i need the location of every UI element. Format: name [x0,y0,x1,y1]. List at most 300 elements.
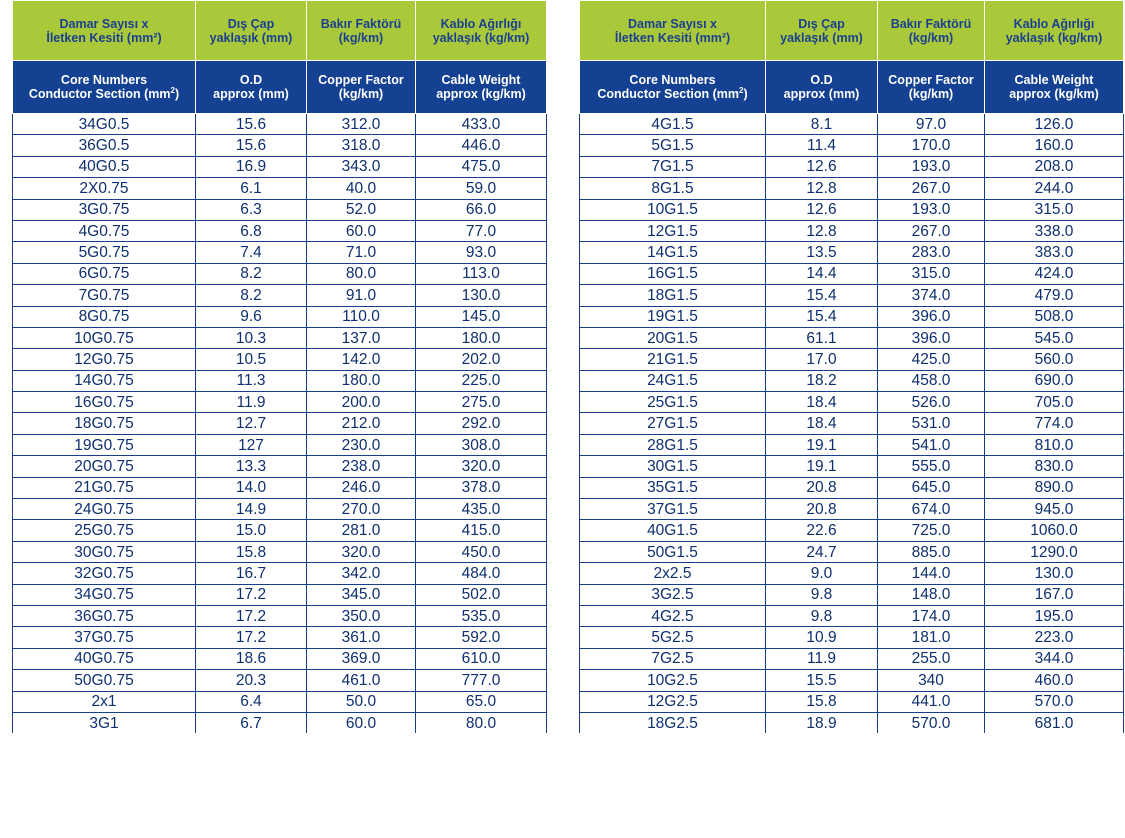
cell-copper-factor: 60.0 [307,712,416,733]
cell-weight: 475.0 [416,156,547,177]
cell-copper-factor: 315.0 [878,263,985,284]
cell-copper-factor: 193.0 [878,199,985,220]
cell-core-section: 12G0.75 [13,349,196,370]
col-header-copper-en: Copper Factor (kg/km) [878,61,985,114]
table-row [13,285,547,306]
table-row [580,434,1124,455]
cell-weight: 338.0 [985,220,1124,241]
col-header-weight-tr: Kablo Ağırlığı yaklaşık (kg/km) [416,1,547,61]
cell-weight: 59.0 [416,178,547,199]
cell-copper-factor: 281.0 [307,520,416,541]
col-header-weight-en: Cable Weight approx (kg/km) [985,61,1124,114]
table-row [13,584,547,605]
col-header-copper-tr: Bakır Faktörü (kg/km) [878,1,985,61]
cell-weight: 225.0 [416,370,547,391]
cell-copper-factor: 396.0 [878,306,985,327]
cell-od: 6.4 [196,691,307,712]
table-row [13,563,547,584]
cell-copper-factor: 885.0 [878,541,985,562]
cell-copper-factor: 369.0 [307,648,416,669]
cell-copper-factor: 570.0 [878,712,985,733]
cell-od: 6.3 [196,199,307,220]
cell-od: 20.8 [766,499,878,520]
cell-core-section: 14G0.75 [13,370,196,391]
cell-copper-factor: 725.0 [878,520,985,541]
cell-copper-factor: 40.0 [307,178,416,199]
cell-od: 14.4 [766,263,878,284]
cell-od: 19.1 [766,434,878,455]
cell-od: 11.9 [196,392,307,413]
cell-core-section: 20G0.75 [13,456,196,477]
table-body-right [580,114,1124,734]
cell-weight: 610.0 [416,648,547,669]
cell-od: 15.4 [766,285,878,306]
cell-core-section: 35G1.5 [580,477,766,498]
cell-weight: 460.0 [985,670,1124,691]
cell-copper-factor: 458.0 [878,370,985,391]
cell-core-section: 16G0.75 [13,392,196,413]
table-row [13,242,547,263]
table-row [580,327,1124,348]
cell-od: 18.2 [766,370,878,391]
cell-copper-factor: 52.0 [307,199,416,220]
cell-weight: 484.0 [416,563,547,584]
cell-core-section: 28G1.5 [580,434,766,455]
cell-copper-factor: 318.0 [307,135,416,156]
cell-core-section: 25G1.5 [580,392,766,413]
cell-od: 11.9 [766,648,878,669]
cell-weight: 130.0 [985,563,1124,584]
table-row [13,499,547,520]
cell-od: 18.4 [766,392,878,413]
cell-weight: 126.0 [985,114,1124,135]
cell-core-section: 18G0.75 [13,413,196,434]
cell-core-section: 10G1.5 [580,199,766,220]
cell-weight: 195.0 [985,605,1124,626]
cell-core-section: 50G1.5 [580,541,766,562]
cell-core-section: 7G0.75 [13,285,196,306]
table-row [13,413,547,434]
cell-weight: 292.0 [416,413,547,434]
cell-copper-factor: 541.0 [878,434,985,455]
cell-core-section: 8G0.75 [13,306,196,327]
cell-copper-factor: 110.0 [307,306,416,327]
table-row [13,670,547,691]
table-row [580,499,1124,520]
table-row [13,648,547,669]
cell-core-section: 36G0.5 [13,135,196,156]
table-row [13,263,547,284]
table-row [13,199,547,220]
cell-core-section: 25G0.75 [13,520,196,541]
cell-od: 8.2 [196,285,307,306]
cell-core-section: 21G0.75 [13,477,196,498]
col-header-od-tr: Dış Çap yaklaşık (mm) [766,1,878,61]
cell-copper-factor: 174.0 [878,605,985,626]
cell-core-section: 18G2.5 [580,712,766,733]
col-header-core-tr: Damar Sayısı x İletken Kesiti (mm²) [580,1,766,61]
cell-copper-factor: 60.0 [307,220,416,241]
table-row [580,563,1124,584]
cell-copper-factor: 238.0 [307,456,416,477]
cell-od: 18.9 [766,712,878,733]
cell-core-section: 5G2.5 [580,627,766,648]
cell-od: 8.2 [196,263,307,284]
cell-copper-factor: 91.0 [307,285,416,306]
header-row-turkish [13,1,547,61]
cell-copper-factor: 441.0 [878,691,985,712]
table-row [13,178,547,199]
cell-copper-factor: 555.0 [878,456,985,477]
cell-weight: 308.0 [416,434,547,455]
table-row [13,135,547,156]
cell-od: 9.8 [766,605,878,626]
header-row-english [13,61,547,114]
table-row [13,349,547,370]
cell-weight: 93.0 [416,242,547,263]
cell-core-section: 5G0.75 [13,242,196,263]
table-row [580,712,1124,733]
table-row [580,114,1124,135]
cell-weight: 479.0 [985,285,1124,306]
cell-copper-factor: 396.0 [878,327,985,348]
cell-core-section: 40G0.75 [13,648,196,669]
cell-core-section: 7G2.5 [580,648,766,669]
table-row [580,670,1124,691]
cell-copper-factor: 142.0 [307,349,416,370]
cell-od: 15.6 [196,114,307,135]
cell-od: 11.4 [766,135,878,156]
table-row [13,691,547,712]
cell-core-section: 32G0.75 [13,563,196,584]
table-row [13,392,547,413]
cell-weight: 275.0 [416,392,547,413]
cell-copper-factor: 320.0 [307,541,416,562]
table-row [580,477,1124,498]
cell-copper-factor: 345.0 [307,584,416,605]
col-header-copper-en: Copper Factor (kg/km) [307,61,416,114]
cell-core-section: 8G1.5 [580,178,766,199]
cell-od: 17.2 [196,627,307,648]
cell-core-section: 4G0.75 [13,220,196,241]
cell-copper-factor: 148.0 [878,584,985,605]
cable-spec-table-right [579,0,1124,733]
table-row [580,199,1124,220]
cell-core-section: 37G0.75 [13,627,196,648]
col-header-od-en: O.D approx (mm) [196,61,307,114]
cell-weight: 202.0 [416,349,547,370]
cell-weight: 378.0 [416,477,547,498]
cell-od: 6.7 [196,712,307,733]
cell-weight: 545.0 [985,327,1124,348]
cell-od: 17.2 [196,605,307,626]
cell-weight: 383.0 [985,242,1124,263]
cell-weight: 424.0 [985,263,1124,284]
table-row [580,178,1124,199]
cell-core-section: 6G0.75 [13,263,196,284]
cell-weight: 570.0 [985,691,1124,712]
col-header-core-tr: Damar Sayısı x İletken Kesiti (mm²) [13,1,196,61]
cell-weight: 690.0 [985,370,1124,391]
cell-weight: 446.0 [416,135,547,156]
table-row [13,456,547,477]
cell-weight: 592.0 [416,627,547,648]
cell-core-section: 24G1.5 [580,370,766,391]
cell-copper-factor: 170.0 [878,135,985,156]
cell-core-section: 40G1.5 [580,520,766,541]
cell-core-section: 34G0.75 [13,584,196,605]
cell-copper-factor: 674.0 [878,499,985,520]
cell-weight: 415.0 [416,520,547,541]
table-row [13,605,547,626]
cell-core-section: 2x2.5 [580,563,766,584]
cell-copper-factor: 144.0 [878,563,985,584]
cell-od: 7.4 [196,242,307,263]
cell-od: 15.6 [196,135,307,156]
cell-copper-factor: 425.0 [878,349,985,370]
cell-od: 17.0 [766,349,878,370]
cell-od: 10.9 [766,627,878,648]
cell-core-section: 50G0.75 [13,670,196,691]
cell-core-section: 5G1.5 [580,135,766,156]
cell-core-section: 14G1.5 [580,242,766,263]
cell-copper-factor: 342.0 [307,563,416,584]
cell-weight: 681.0 [985,712,1124,733]
header-row-turkish [580,1,1124,61]
cell-core-section: 30G0.75 [13,541,196,562]
cell-od: 14.9 [196,499,307,520]
cell-core-section: 10G0.75 [13,327,196,348]
cell-core-section: 18G1.5 [580,285,766,306]
cell-copper-factor: 526.0 [878,392,985,413]
table-row [580,605,1124,626]
cell-core-section: 7G1.5 [580,156,766,177]
cell-copper-factor: 137.0 [307,327,416,348]
cell-core-section: 3G0.75 [13,199,196,220]
cell-od: 15.8 [766,691,878,712]
cell-od: 9.0 [766,563,878,584]
cell-core-section: 30G1.5 [580,456,766,477]
cell-od: 15.0 [196,520,307,541]
cell-copper-factor: 361.0 [307,627,416,648]
table-row [13,477,547,498]
table-row [580,627,1124,648]
cell-copper-factor: 270.0 [307,499,416,520]
cell-weight: 435.0 [416,499,547,520]
cell-copper-factor: 350.0 [307,605,416,626]
cell-od: 20.3 [196,670,307,691]
cell-copper-factor: 267.0 [878,178,985,199]
cell-weight: 66.0 [416,199,547,220]
cell-od: 18.4 [766,413,878,434]
cell-core-section: 36G0.75 [13,605,196,626]
cell-copper-factor: 230.0 [307,434,416,455]
cell-core-section: 40G0.5 [13,156,196,177]
table-row [580,541,1124,562]
cell-weight: 145.0 [416,306,547,327]
cell-core-section: 4G2.5 [580,605,766,626]
cell-core-section: 19G0.75 [13,434,196,455]
table-row [580,135,1124,156]
cell-od: 13.3 [196,456,307,477]
cell-copper-factor: 50.0 [307,691,416,712]
cell-weight: 830.0 [985,456,1124,477]
table-row [13,370,547,391]
cell-copper-factor: 283.0 [878,242,985,263]
cell-weight: 65.0 [416,691,547,712]
cell-od: 19.1 [766,456,878,477]
cell-od: 10.3 [196,327,307,348]
cell-od: 8.1 [766,114,878,135]
table-row [13,434,547,455]
cell-copper-factor: 80.0 [307,263,416,284]
table-row [580,220,1124,241]
header-row-english [580,61,1124,114]
cell-od: 17.2 [196,584,307,605]
table-row [580,349,1124,370]
cell-copper-factor: 212.0 [307,413,416,434]
cell-copper-factor: 200.0 [307,392,416,413]
cell-weight: 777.0 [416,670,547,691]
table-row [580,584,1124,605]
cell-weight: 1060.0 [985,520,1124,541]
cell-weight: 77.0 [416,220,547,241]
cell-weight: 344.0 [985,648,1124,669]
cell-copper-factor: 461.0 [307,670,416,691]
col-header-weight-en: Cable Weight approx (kg/km) [416,61,547,114]
table-body-left [13,114,547,734]
cell-copper-factor: 193.0 [878,156,985,177]
cell-weight: 1290.0 [985,541,1124,562]
table-row [13,156,547,177]
cell-weight: 705.0 [985,392,1124,413]
table-row [580,648,1124,669]
cell-copper-factor: 340 [878,670,985,691]
table-row [580,370,1124,391]
table-row [13,114,547,135]
col-header-od-en: O.D approx (mm) [766,61,878,114]
cell-od: 13.5 [766,242,878,263]
cell-od: 16.9 [196,156,307,177]
table-row [13,712,547,733]
cell-od: 12.6 [766,199,878,220]
cell-od: 20.8 [766,477,878,498]
cell-core-section: 4G1.5 [580,114,766,135]
col-header-weight-tr: Kablo Ağırlığı yaklaşık (kg/km) [985,1,1124,61]
table-row [580,263,1124,284]
cell-od: 9.6 [196,306,307,327]
table-row [580,306,1124,327]
table-row [13,541,547,562]
cell-weight: 180.0 [416,327,547,348]
cell-core-section: 19G1.5 [580,306,766,327]
cell-core-section: 12G2.5 [580,691,766,712]
col-header-core-en: Core Numbers Conductor Section $(mm^2)$ [580,61,766,114]
cell-weight: 160.0 [985,135,1124,156]
cell-weight: 223.0 [985,627,1124,648]
cell-core-section: 2x1 [13,691,196,712]
cell-copper-factor: 97.0 [878,114,985,135]
table-row [13,220,547,241]
cell-core-section: 2X0.75 [13,178,196,199]
cell-od: 18.6 [196,648,307,669]
cell-weight: 945.0 [985,499,1124,520]
cell-od: 9.8 [766,584,878,605]
cell-od: 10.5 [196,349,307,370]
table-row [13,327,547,348]
cell-weight: 774.0 [985,413,1124,434]
cell-od: 61.1 [766,327,878,348]
cell-core-section: 16G1.5 [580,263,766,284]
cell-weight: 450.0 [416,541,547,562]
col-header-copper-tr: Bakır Faktörü (kg/km) [307,1,416,61]
cell-copper-factor: 180.0 [307,370,416,391]
cable-spec-table-left [12,0,547,733]
cell-weight: 890.0 [985,477,1124,498]
cell-od: 14.0 [196,477,307,498]
cell-weight: 508.0 [985,306,1124,327]
cell-core-section: 24G0.75 [13,499,196,520]
table-row [580,156,1124,177]
table-row [13,306,547,327]
cell-copper-factor: 531.0 [878,413,985,434]
cell-od: 11.3 [196,370,307,391]
cell-od: 16.7 [196,563,307,584]
col-header-core-en: Core Numbers Conductor Section $(mm^2)$ [13,61,196,114]
cell-weight: 502.0 [416,584,547,605]
cell-copper-factor: 181.0 [878,627,985,648]
cell-weight: 560.0 [985,349,1124,370]
cell-core-section: 3G2.5 [580,584,766,605]
cell-core-section: 34G0.5 [13,114,196,135]
cell-od: 12.6 [766,156,878,177]
table-row [580,392,1124,413]
table-row [13,627,547,648]
cell-copper-factor: 246.0 [307,477,416,498]
cell-od: 15.4 [766,306,878,327]
cell-weight: 208.0 [985,156,1124,177]
cell-od: 12.8 [766,220,878,241]
cell-copper-factor: 645.0 [878,477,985,498]
col-header-od-tr: Dış Çap yaklaşık (mm) [196,1,307,61]
cell-core-section: 10G2.5 [580,670,766,691]
cell-weight: 433.0 [416,114,547,135]
cell-od: 22.6 [766,520,878,541]
table-row [580,520,1124,541]
cell-weight: 320.0 [416,456,547,477]
cell-od: 6.1 [196,178,307,199]
cell-copper-factor: 312.0 [307,114,416,135]
cell-core-section: 12G1.5 [580,220,766,241]
cell-od: 6.8 [196,220,307,241]
cell-copper-factor: 255.0 [878,648,985,669]
cell-copper-factor: 374.0 [878,285,985,306]
cell-core-section: 3G1 [13,712,196,733]
table-row [580,413,1124,434]
table-row [13,520,547,541]
cell-od: 12.7 [196,413,307,434]
cell-copper-factor: 267.0 [878,220,985,241]
cell-weight: 244.0 [985,178,1124,199]
cell-core-section: 37G1.5 [580,499,766,520]
cell-od: 127 [196,434,307,455]
cell-od: 24.7 [766,541,878,562]
table-row [580,691,1124,712]
cell-weight: 167.0 [985,584,1124,605]
cell-copper-factor: 71.0 [307,242,416,263]
cell-weight: 810.0 [985,434,1124,455]
cell-od: 15.5 [766,670,878,691]
